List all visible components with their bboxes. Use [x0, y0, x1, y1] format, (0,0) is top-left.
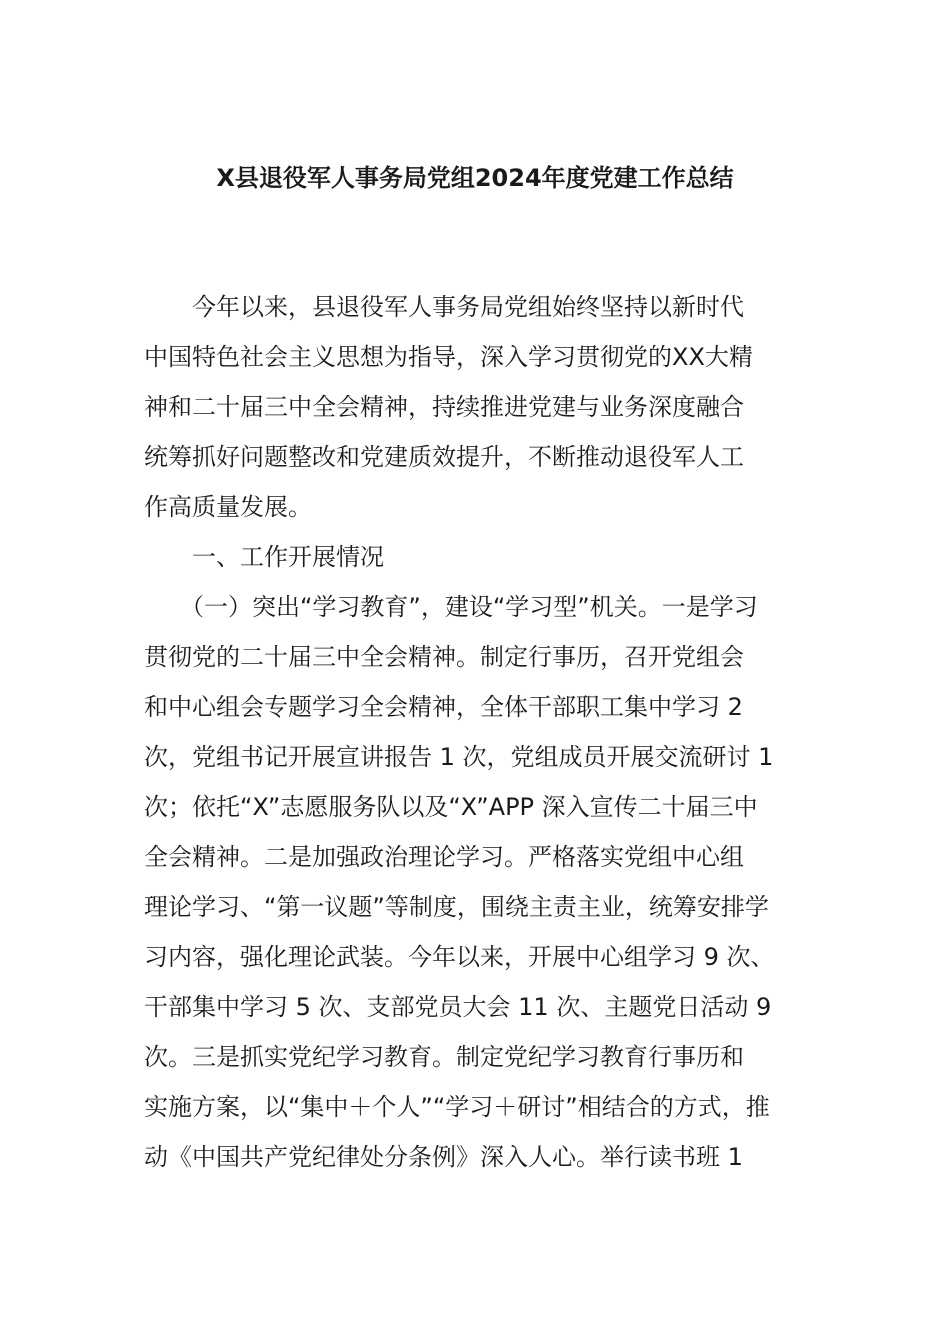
- paragraph-line: 和中心组会专题学习全会精神，全体干部职工集中学习 2: [144, 693, 743, 721]
- paragraph-line: 动《中国共产党纪律处分条例》深入人心。举行读书班 1: [144, 1143, 743, 1171]
- paragraph-line: 神和二十届三中全会精神，持续推进党建与业务深度融合: [144, 393, 744, 421]
- document-title: X县退役军人事务局党组2024年度党建工作总结: [216, 164, 734, 192]
- paragraph-line: 今年以来，县退役军人事务局党组始终坚持以新时代: [144, 293, 744, 321]
- document-body: [144, 282, 824, 1182]
- paragraph-line: 贯彻党的二十届三中全会精神。制定行事历，召开党组会: [144, 643, 744, 671]
- paragraph-line: 理论学习、“第一议题”等制度，围绕主责主业，统筹安排学: [144, 893, 769, 921]
- paragraph-line: 中国特色社会主义思想为指导，深入学习贯彻党的XX大精: [144, 343, 753, 371]
- paragraph-line: （一）突出“学习教育”，建设“学习型”机关。一是学习: [144, 593, 758, 621]
- paragraph-line: 实施方案，以“集中＋个人”“学习＋研讨”相结合的方式，推: [144, 1093, 770, 1121]
- paragraph-line: 习内容，强化理论武装。今年以来，开展中心组学习 9 次、: [144, 943, 775, 971]
- paragraph-line: 统筹抓好问题整改和党建质效提升，不断推动退役军人工: [144, 443, 744, 471]
- paragraph-line: 干部集中学习 5 次、支部党员大会 11 次、主题党日活动 9: [144, 993, 772, 1021]
- paragraph-line: 作高质量发展。: [144, 493, 312, 521]
- section-heading: 一、工作开展情况: [144, 543, 384, 571]
- paragraph-line: 次，党组书记开展宣讲报告 1 次，党组成员开展交流研讨 1: [144, 743, 774, 771]
- paragraph-line: 次。三是抓实党纪学习教育。制定党纪学习教育行事历和: [144, 1043, 744, 1071]
- paragraph-line: 次；依托“X”志愿服务队以及“X”APP 深入宣传二十届三中: [144, 793, 758, 821]
- paragraph-line: 全会精神。二是加强政治理论学习。严格落实党组中心组: [144, 843, 744, 871]
